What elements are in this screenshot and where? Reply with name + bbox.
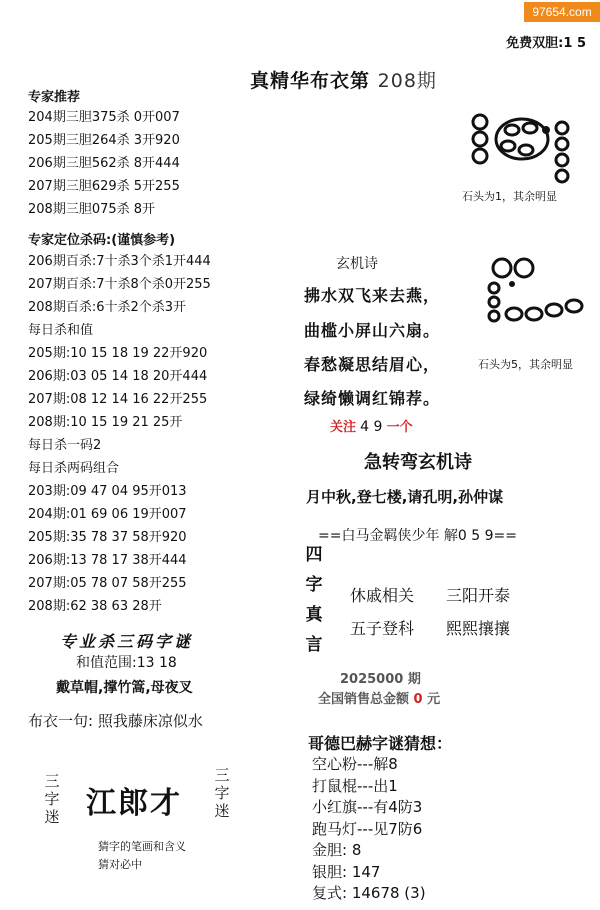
list-item: 空心粉---解8 bbox=[312, 755, 398, 773]
focus-numbers bbox=[330, 416, 413, 435]
expert-list bbox=[28, 106, 180, 221]
sizi-char: 言 bbox=[305, 635, 323, 655]
three-code-heading: 专业杀三码字谜 bbox=[60, 632, 194, 651]
sanzi-note: 猜字的笔画和含义 bbox=[98, 840, 186, 853]
sanzi-left-label: 三字迷 bbox=[44, 772, 60, 826]
list-item: 205期:35 78 37 58开920 bbox=[28, 530, 187, 545]
list-item: 206期:03 05 14 18 20开444 bbox=[28, 369, 208, 384]
stone-puzzle-1-image bbox=[466, 106, 586, 186]
stone-caption-1: 石头为1，其余明显 bbox=[462, 190, 557, 203]
list-item: 204期:01 69 06 19开007 bbox=[28, 507, 187, 522]
baima-line: ==白马金羁侠少年 解0 5 9== bbox=[318, 528, 517, 544]
list-item: 跑马灯---见7防6 bbox=[312, 819, 423, 838]
list-item: 金胆: 8 bbox=[312, 841, 362, 859]
sales-total bbox=[318, 688, 440, 707]
sizi-char: 真 bbox=[305, 605, 323, 625]
list-item: 208期百杀:6十杀2个杀3开 bbox=[28, 300, 187, 315]
list-item: 205期:10 15 18 19 22开920 bbox=[28, 346, 208, 361]
list-item: 复式: 14678 (3) bbox=[312, 884, 426, 902]
one-code-heading: 每日杀一码2 bbox=[28, 438, 102, 453]
page-title bbox=[250, 66, 437, 93]
sizi-line-1a: 休戚相关 bbox=[350, 586, 415, 605]
list-item: 204期三胆375杀 0开007 bbox=[28, 110, 180, 125]
focus-nums: 4 9 bbox=[360, 419, 383, 435]
poem-line: 拂水双飞来去燕， bbox=[304, 286, 441, 305]
focus-label: 关注 bbox=[330, 420, 357, 435]
list-item: 206期:13 78 17 38开444 bbox=[28, 553, 187, 568]
sum-kill-heading: 每日杀和值 bbox=[28, 323, 94, 338]
sizi-line-1b: 三阳开泰 bbox=[446, 586, 511, 605]
sizi-char: 字 bbox=[305, 575, 323, 595]
sanzi-right-label: 三字迷 bbox=[214, 766, 230, 820]
list-item: 207期百杀:7十杀8个杀0开255 bbox=[28, 277, 211, 292]
position-kill-list bbox=[28, 250, 211, 319]
list-item: 208期:62 38 63 28开 bbox=[28, 599, 162, 614]
sales-label: 全国销售总金额 bbox=[318, 692, 410, 707]
list-item: 208期三胆075杀 8开 bbox=[28, 202, 156, 217]
focus-suffix: 一个 bbox=[386, 420, 413, 435]
title-prefix: 真精华布衣第 bbox=[250, 70, 371, 92]
stone-puzzle-2-image bbox=[482, 254, 592, 334]
poem-line: 绿绮懒调红锦荐。 bbox=[304, 389, 441, 408]
goethe-list bbox=[312, 754, 426, 905]
list-item: 207期:05 78 07 58开255 bbox=[28, 576, 187, 591]
stone-caption-2: 石头为5，其余明显 bbox=[478, 358, 573, 371]
list-item: 203期:09 47 04 95开013 bbox=[28, 484, 187, 499]
goethe-heading: 哥德巴赫字谜猜想： bbox=[308, 734, 453, 753]
poem-line: 曲槛小屏山六扇。 bbox=[304, 321, 441, 340]
list-item: 206期三胆562杀 8开444 bbox=[28, 156, 180, 171]
site-watermark: 97654.com bbox=[524, 2, 600, 22]
list-item: 打鼠棍---出1 bbox=[312, 776, 398, 795]
sum-range: 和值范围:13 18 bbox=[76, 655, 177, 671]
position-kill-heading: 专家定位杀码:(谨慎参考) bbox=[28, 233, 176, 248]
sizi-line-2b: 熙熙攘攘 bbox=[446, 619, 511, 638]
sum-kill-section bbox=[28, 319, 207, 618]
poem-line: 春愁凝思结眉心， bbox=[304, 355, 441, 374]
list-item: 208期:10 15 19 21 25开 bbox=[28, 415, 183, 430]
list-item: 207期三胆629杀 5开255 bbox=[28, 179, 180, 194]
list-item: 206期百杀:7十杀3个杀1开444 bbox=[28, 254, 211, 269]
jizhuan-line: 月中秋,登七楼,请孔明,孙仲谋 bbox=[306, 488, 504, 506]
three-code-riddle: 戴草帽,撑竹篙,母夜叉 bbox=[56, 680, 193, 696]
sales-unit: 元 bbox=[427, 692, 441, 707]
buyi-sentence: 布衣一句: 照我藤床凉似水 bbox=[28, 712, 203, 730]
list-item: 小红旗---有4防3 bbox=[312, 798, 423, 816]
sales-issue: 2025000 期 bbox=[340, 672, 421, 687]
free-double-pick: 免费双胆:1 5 bbox=[506, 36, 586, 51]
jizhuan-heading: 急转弯玄机诗 bbox=[364, 452, 472, 473]
sales-amount: 0 bbox=[413, 692, 423, 707]
sizi-line-2a: 五子登科 bbox=[350, 619, 415, 638]
sanzi-note-2: 猜对必中 bbox=[98, 858, 142, 871]
sizi-char: 四 bbox=[305, 545, 323, 565]
two-code-heading: 每日杀两码组合 bbox=[28, 461, 120, 476]
title-issue: 208期 bbox=[377, 70, 437, 92]
list-item: 207期:08 12 14 16 22开255 bbox=[28, 392, 208, 407]
sanzi-riddle: 江郎才 bbox=[86, 786, 182, 821]
sizi-vertical-label bbox=[304, 540, 324, 660]
list-item: 银胆: 147 bbox=[312, 862, 381, 881]
list-item: 205期三胆264杀 3开920 bbox=[28, 133, 180, 148]
expert-heading: 专家推荐 bbox=[28, 90, 81, 105]
xuanji-heading: 玄机诗 bbox=[336, 256, 378, 272]
